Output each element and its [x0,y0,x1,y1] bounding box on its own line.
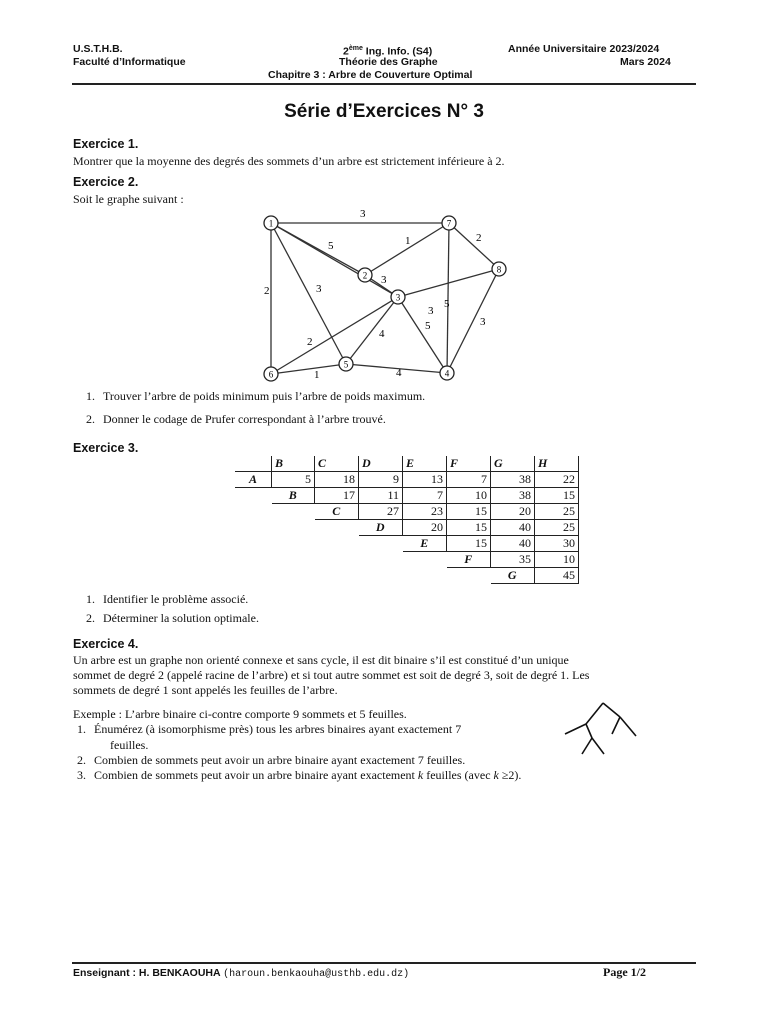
table-empty-cell [272,520,315,536]
graph-diagram [0,0,768,400]
page-title: Série d’Exercices N° 3 [284,101,484,122]
table-cell: 15 [447,520,491,536]
table-cell: 30 [535,536,579,552]
table-row [235,488,579,504]
table-corner [235,456,272,472]
table-cell: 20 [491,504,535,520]
table-cell: 38 [491,472,535,488]
binary-tree-example [560,700,640,760]
exercise-4-para-line-3: sommets de degré 1 sont appelés les feuilles de l’arbre. [73,683,338,697]
table-col-header: E [403,456,447,472]
table-cell: 40 [491,536,535,552]
table-empty-cell [447,568,491,584]
table-empty-cell [272,504,315,520]
graph-node-label-4: 4 [444,368,450,379]
exercise-4-para-line-1: Un arbre est un graphe non orienté connexe et sans cycle, il est dit binaire s’il est constitué d’un unique [73,653,569,667]
table-cell: 18 [315,472,359,488]
table-cell: 22 [535,472,579,488]
exercise-4-heading: Exercice 4. [73,637,139,651]
graph-node-label-5: 5 [343,359,349,370]
graph-weight-2-3: 3 [381,274,387,286]
table-cell: 15 [447,536,491,552]
header-date: Mars 2024 [620,56,671,68]
exercise-2-item-2: 2. Donner le codage de Prufer correspondant à l’arbre trouvé. [86,412,386,426]
table-empty-cell [272,552,315,568]
graph-weight-3-5: 4 [379,328,385,340]
exercise-4-example: Exemple : L’arbre binaire ci-contre comporte 9 sommets et 5 feuilles. [73,707,407,721]
table-cell: 7 [447,472,491,488]
table-empty-cell [315,520,359,536]
table-cell: 9 [359,472,403,488]
graph-edge-7-8 [449,223,499,269]
table-empty-cell [315,568,359,584]
table-cell: 23 [403,504,447,520]
header-year: Année Universitaire 2023/2024 [508,43,660,55]
table-row [235,520,579,536]
graph-weight-5-4: 4 [396,367,402,379]
graph-weight-3-8: 3 [428,305,434,317]
table-row-label: A [235,472,272,488]
table-cell: 10 [535,552,579,568]
table-col-header: F [447,456,491,472]
table-row-label: D [359,520,403,536]
table-empty-cell [359,568,403,584]
exercise-4-item-3: 3. Combien de sommets peut avoir un arbre binaire ayant exactement k feuilles (avec k ≥2). [77,768,522,782]
graph-edge-6-5 [271,364,346,374]
graph-edge-8-4 [447,269,499,373]
graph-weight-2-7: 1 [405,235,411,247]
graph-node-label-7: 7 [446,218,452,229]
table-cell: 11 [359,488,403,504]
table-col-header: B [272,456,315,472]
graph-weight-7-8: 2 [476,232,482,244]
graph-weight-1-2: 5 [328,240,334,252]
graph-node-label-6: 6 [268,369,274,380]
table-row-label: C [315,504,359,520]
exercise-3-item-2: 2. Déterminer la solution optimale. [86,611,259,625]
exercise-4-item-1: 1. Énumérez (à isomorphisme près) tous les arbres binaires ayant exactement 7 [77,722,462,736]
table-col-header: G [491,456,535,472]
table-cell: 38 [491,488,535,504]
footer-rule [72,962,696,964]
exercise-4-para-line-2: sommet de degré 2 (appelé racine de l’arbre) et si tout autre sommet est soit de degré 3, soit de degré 1. Les [73,668,590,682]
graph-node-label-2: 2 [362,270,368,281]
footer-teacher: Enseignant : H. BENKAOUHA (haroun.benkaouha@usthb.edu.dz) [73,967,410,980]
exercise-2-heading: Exercice 2. [73,175,139,189]
distance-table-wrap [235,456,579,584]
page-number: Page 1/2 [603,965,646,979]
table-row [235,568,579,584]
table-row-label: G [491,568,535,584]
exercise-2-intro: Soit le graphe suivant : [73,192,184,206]
table-empty-cell [403,552,447,568]
table-empty-cell [272,568,315,584]
table-col-header: D [359,456,403,472]
table-row [235,504,579,520]
table-cell: 25 [535,520,579,536]
graph-weight-1-7: 3 [360,208,366,220]
table-cell: 25 [535,504,579,520]
graph-weight-8-4: 3 [480,316,486,328]
graph-node-label-3: 3 [395,292,401,303]
table-empty-cell [235,488,272,504]
table-row [235,536,579,552]
table-empty-cell [235,520,272,536]
table-col-header: H [535,456,579,472]
exercise-1-text: Montrer que la moyenne des degrés des sommets d’un arbre est strictement inférieure à 2. [73,154,505,168]
table-cell: 27 [359,504,403,520]
header-university: U.S.T.H.B. [73,43,123,55]
table-cell: 15 [447,504,491,520]
table-cell: 45 [535,568,579,584]
graph-weight-6-5: 1 [314,369,320,381]
graph-weight-1-5: 3 [316,283,322,295]
table-row-label: E [403,536,447,552]
exercise-2-item-1: 1. Trouver l’arbre de poids minimum puis l’arbre de poids maximum. [86,389,426,403]
graph-edge-2-7 [365,223,449,275]
table-empty-cell [235,552,272,568]
table-cell: 7 [403,488,447,504]
header-faculty: Faculté d’Informatique [73,56,186,68]
graph-weight-3-4: 5 [425,320,431,332]
table-cell: 20 [403,520,447,536]
distance-table [235,456,579,584]
table-empty-cell [235,536,272,552]
table-empty-cell [272,536,315,552]
table-cell: 5 [272,472,315,488]
header-course: Théorie des Graphe [339,56,438,68]
table-empty-cell [359,536,403,552]
table-row-label: B [272,488,315,504]
exercise-1-heading: Exercice 1. [73,137,139,151]
table-cell: 40 [491,520,535,536]
table-row [235,552,579,568]
table-empty-cell [403,568,447,584]
table-col-header: C [315,456,359,472]
exercise-3-heading: Exercice 3. [73,441,139,455]
graph-weight-1-6: 2 [264,285,270,297]
graph-weight-7-4: 5 [444,298,450,310]
table-row [235,472,579,488]
graph-edge-3-4 [398,297,447,373]
table-cell: 35 [491,552,535,568]
table-row-label: F [447,552,491,568]
table-cell: 10 [447,488,491,504]
table-empty-cell [315,552,359,568]
graph-node-label-1: 1 [268,218,274,229]
table-empty-cell [235,504,272,520]
table-empty-cell [315,536,359,552]
table-cell: 13 [403,472,447,488]
table-cell: 15 [535,488,579,504]
table-cell: 17 [315,488,359,504]
header-chapter: Chapitre 3 : Arbre de Couverture Optimal [268,69,473,81]
exercise-4-item-2: 2. Combien de sommets peut avoir un arbre binaire ayant exactement 7 feuilles. [77,753,466,767]
exercise-4-item-1-cont: feuilles. [110,738,149,752]
graph-node-label-8: 8 [496,264,502,275]
table-empty-cell [359,552,403,568]
table-empty-cell [235,568,272,584]
graph-edge-3-5 [346,297,398,364]
header-level: 2ème Ing. Info. (S4) [343,45,433,58]
graph-weight-6-3: 2 [307,336,313,348]
exercise-3-item-1: 1. Identifier le problème associé. [86,592,249,606]
